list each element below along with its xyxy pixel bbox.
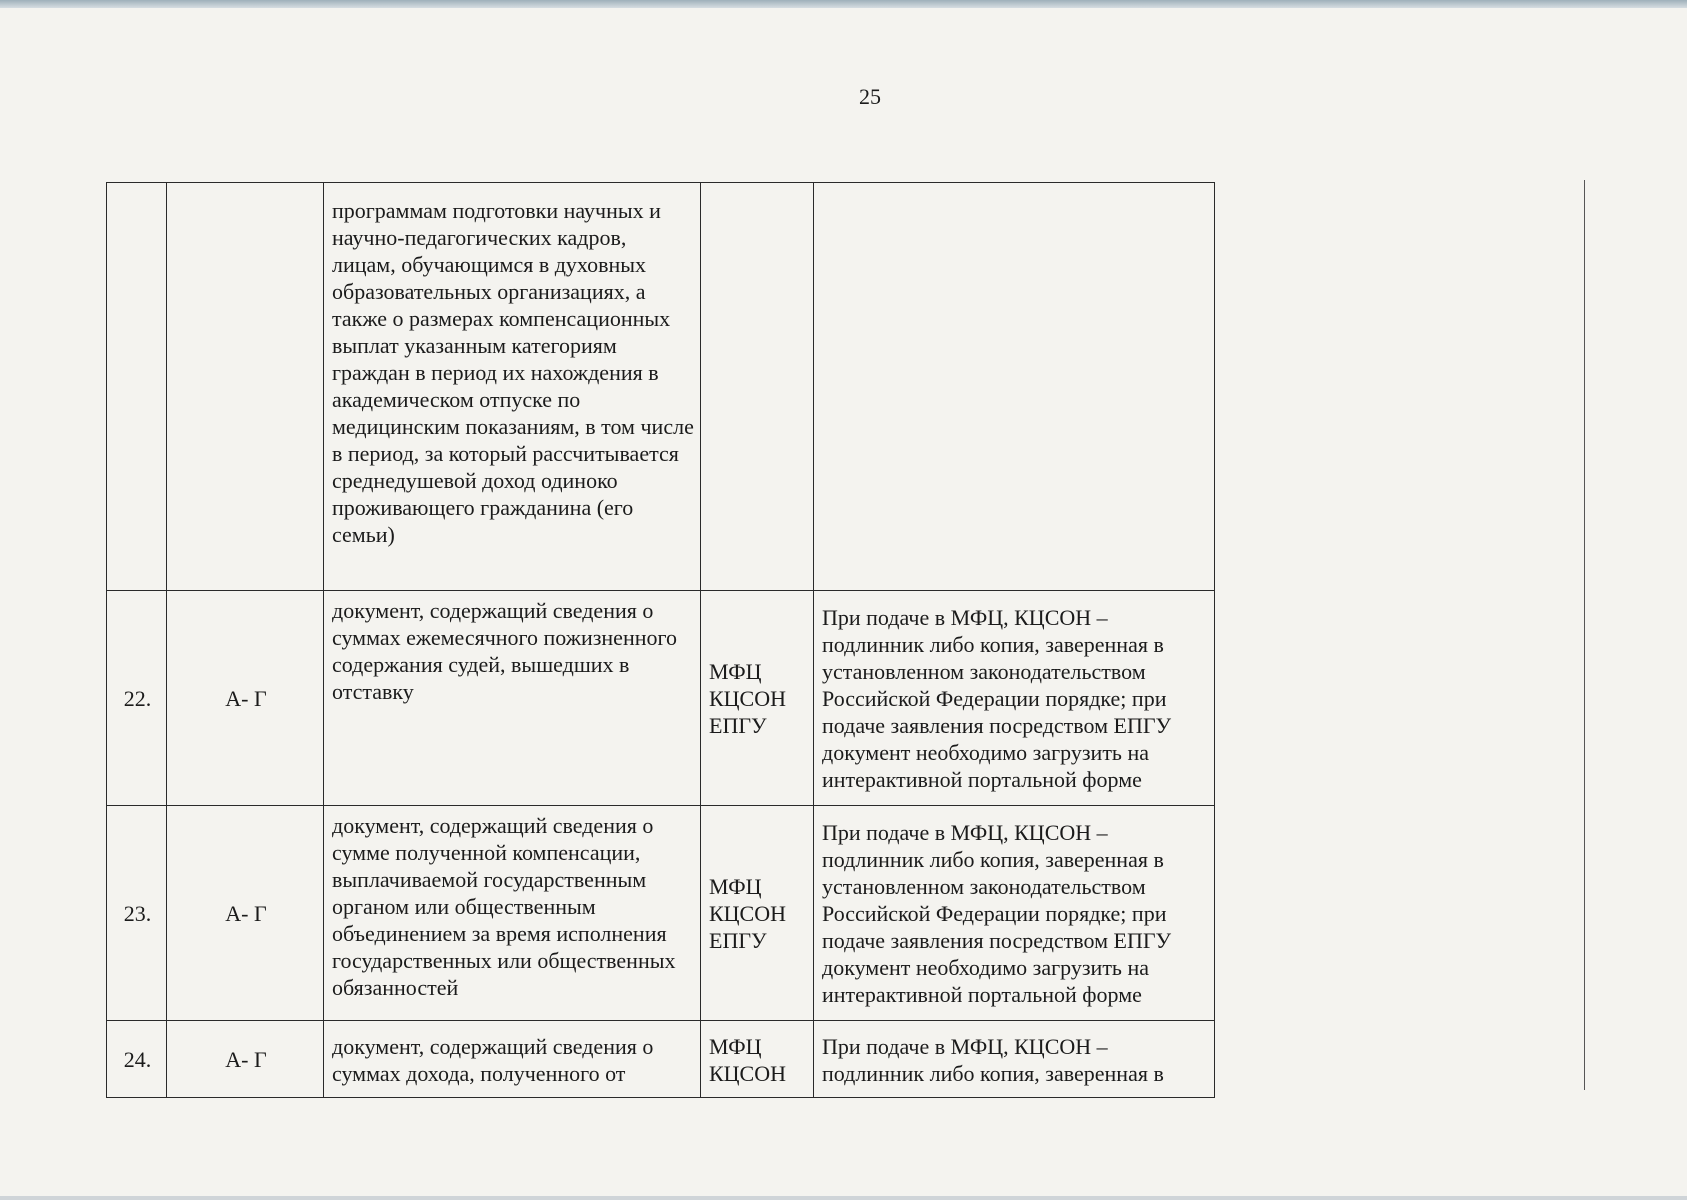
scan-edge-top xyxy=(0,0,1687,8)
row-number-cell: 23. xyxy=(107,806,167,1021)
note-cell: При подаче в МФЦ, КЦСОН – подлинник либо копия, заверенная в установленном законодательством Российской Федерации порядке; при подаче заявления посредством ЕПГУ документ необходимо загрузить на интерактивной портальной форме xyxy=(814,591,1215,806)
row-number-cell: 24. xyxy=(107,1021,167,1098)
document-cell: документ, содержащий сведения о суммах ежемесячного пожизненного содержания судей, вышедших в отставку xyxy=(324,591,701,806)
table-row xyxy=(107,591,1215,806)
table-row xyxy=(107,1021,1215,1098)
category-cell: А- Г xyxy=(167,591,324,806)
page-margin-rule xyxy=(1584,180,1585,1090)
note-cell xyxy=(814,183,1215,591)
document-cell: документ, содержащий сведения о сумме полученной компенсации, выплачиваемой государственным органом или общественным объединением за время исполнения государственных или общественных обязанностей xyxy=(324,806,701,1021)
document-cell: программам подготовки научных и научно-педагогических кадров, лицам, обучающимся в духовных образовательных организациях, а также о размерах компенсационных выплат указанным категориям граждан в период их нахождения в академическом отпуске по медицинским показаниям, в том числе в период, за который рассчитывается среднедушевой доход одиноко проживающего гражданина (его семьи) xyxy=(324,183,701,591)
category-cell: А- Г xyxy=(167,806,324,1021)
table-row xyxy=(107,183,1215,591)
category-cell xyxy=(167,183,324,591)
note-cell: При подаче в МФЦ, КЦСОН – подлинник либо копия, заверенная в установленном законодательством Российской Федерации порядке; при подаче заявления посредством ЕПГУ документ необходимо загрузить на интерактивной портальной форме xyxy=(814,806,1215,1021)
submission-place-cell xyxy=(701,183,814,591)
documents-table xyxy=(106,182,1215,1098)
category-cell: А- Г xyxy=(167,1021,324,1098)
row-number-cell: 22. xyxy=(107,591,167,806)
note-cell: При подаче в МФЦ, КЦСОН – подлинник либо копия, заверенная в xyxy=(814,1021,1215,1098)
document-cell: документ, содержащий сведения о суммах дохода, полученного от xyxy=(324,1021,701,1098)
scan-edge-bottom xyxy=(0,1196,1687,1200)
submission-place-cell: МФЦ КЦСОН xyxy=(701,1021,814,1098)
submission-place-cell: МФЦ КЦСОН ЕПГУ xyxy=(701,591,814,806)
submission-place-cell: МФЦ КЦСОН ЕПГУ xyxy=(701,806,814,1021)
table-row xyxy=(107,806,1215,1021)
row-number-cell xyxy=(107,183,167,591)
page-number: 25 xyxy=(859,84,881,109)
